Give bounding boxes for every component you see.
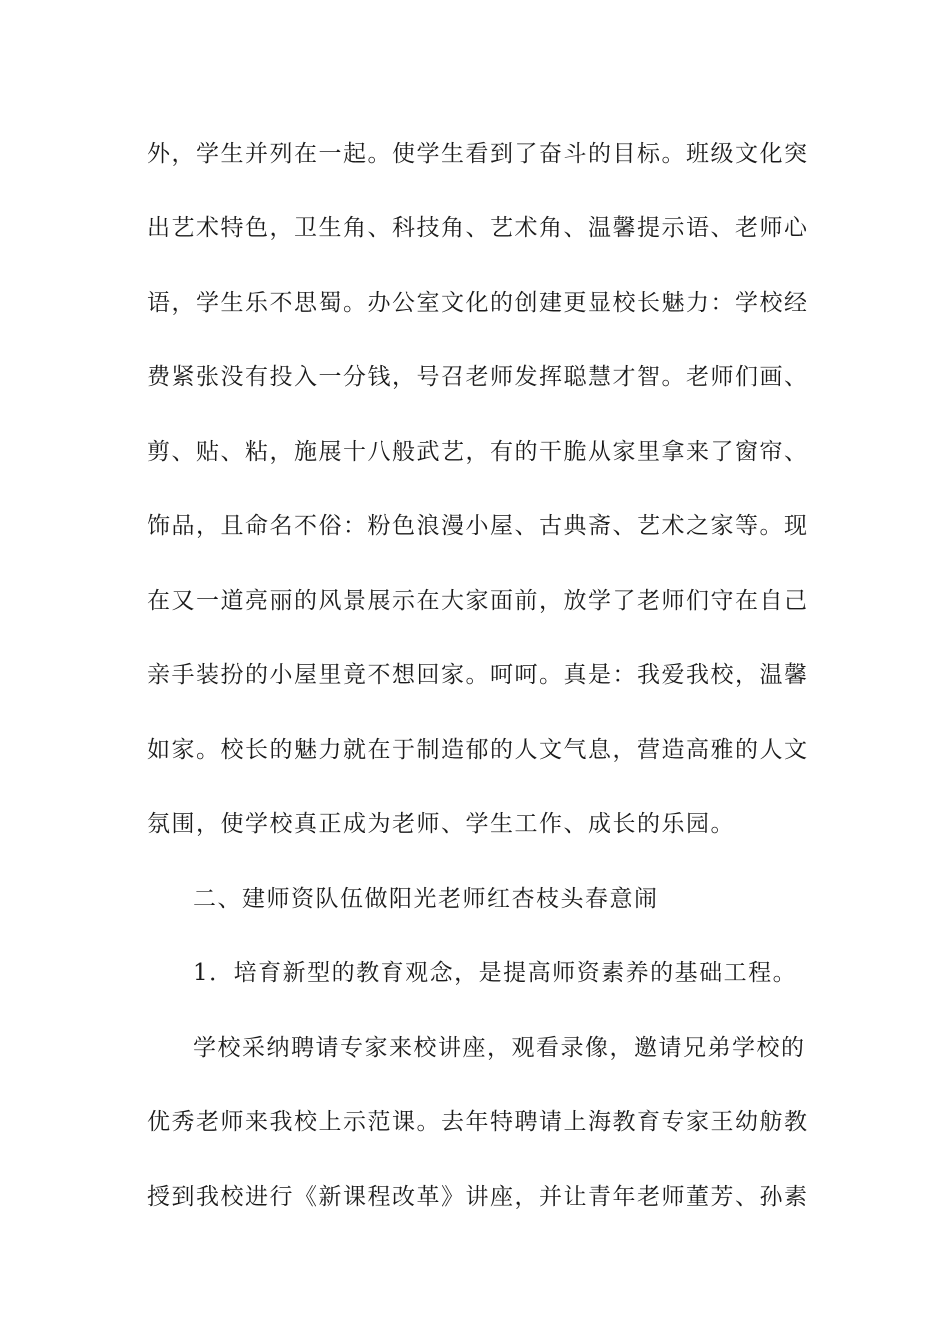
body-text-line: 出艺术特色，卫生角、科技角、艺术角、温馨提示语、老师心 (147, 215, 809, 241)
body-text-line: 外，学生并列在一起。使学生看到了奋斗的目标。班级文化突 (147, 141, 809, 167)
body-text-line: 学校采纳聘请专家来校讲座，观看录像，邀请兄弟学校的 (193, 1035, 806, 1061)
body-text-line: 亲手装扮的小屋里竟不想回家。呵呵。真是：我爱我校，温馨 (147, 662, 809, 688)
body-text-line: 如家。校长的魅力就在于制造郁的人文气息，营造高雅的人文 (147, 737, 809, 763)
body-text-line: 费紧张没有投入一分钱，号召老师发挥聪慧才智。老师们画、 (147, 364, 809, 390)
body-text-line: 授到我校进行《新课程改革》讲座，并让青年老师董芳、孙素 (147, 1184, 809, 1210)
subsection-heading: 1．培育新型的教育观念，是提高师资素养的基础工程。 (193, 960, 798, 986)
body-text-line: 语，学生乐不思蜀。办公室文化的创建更显校长魅力：学校经 (147, 290, 809, 316)
body-text-line: 优秀老师来我校上示范课。去年特聘请上海教育专家王幼舫教 (147, 1109, 809, 1135)
body-text-line: 剪、贴、粘，施展十八般武艺，有的干脆从家里拿来了窗帘、 (147, 439, 809, 465)
body-text-line: 在又一道亮丽的风景展示在大家面前，放学了老师们守在自己 (147, 588, 809, 614)
body-text-line: 饰品，且命名不俗：粉色浪漫小屋、古典斋、艺术之家等。现 (147, 513, 809, 539)
section-heading: 二、建师资队伍做阳光老师红杏枝头春意闹 (193, 886, 659, 912)
body-text-line: 氛围，使学校真正成为老师、学生工作、成长的乐园。 (147, 811, 735, 837)
